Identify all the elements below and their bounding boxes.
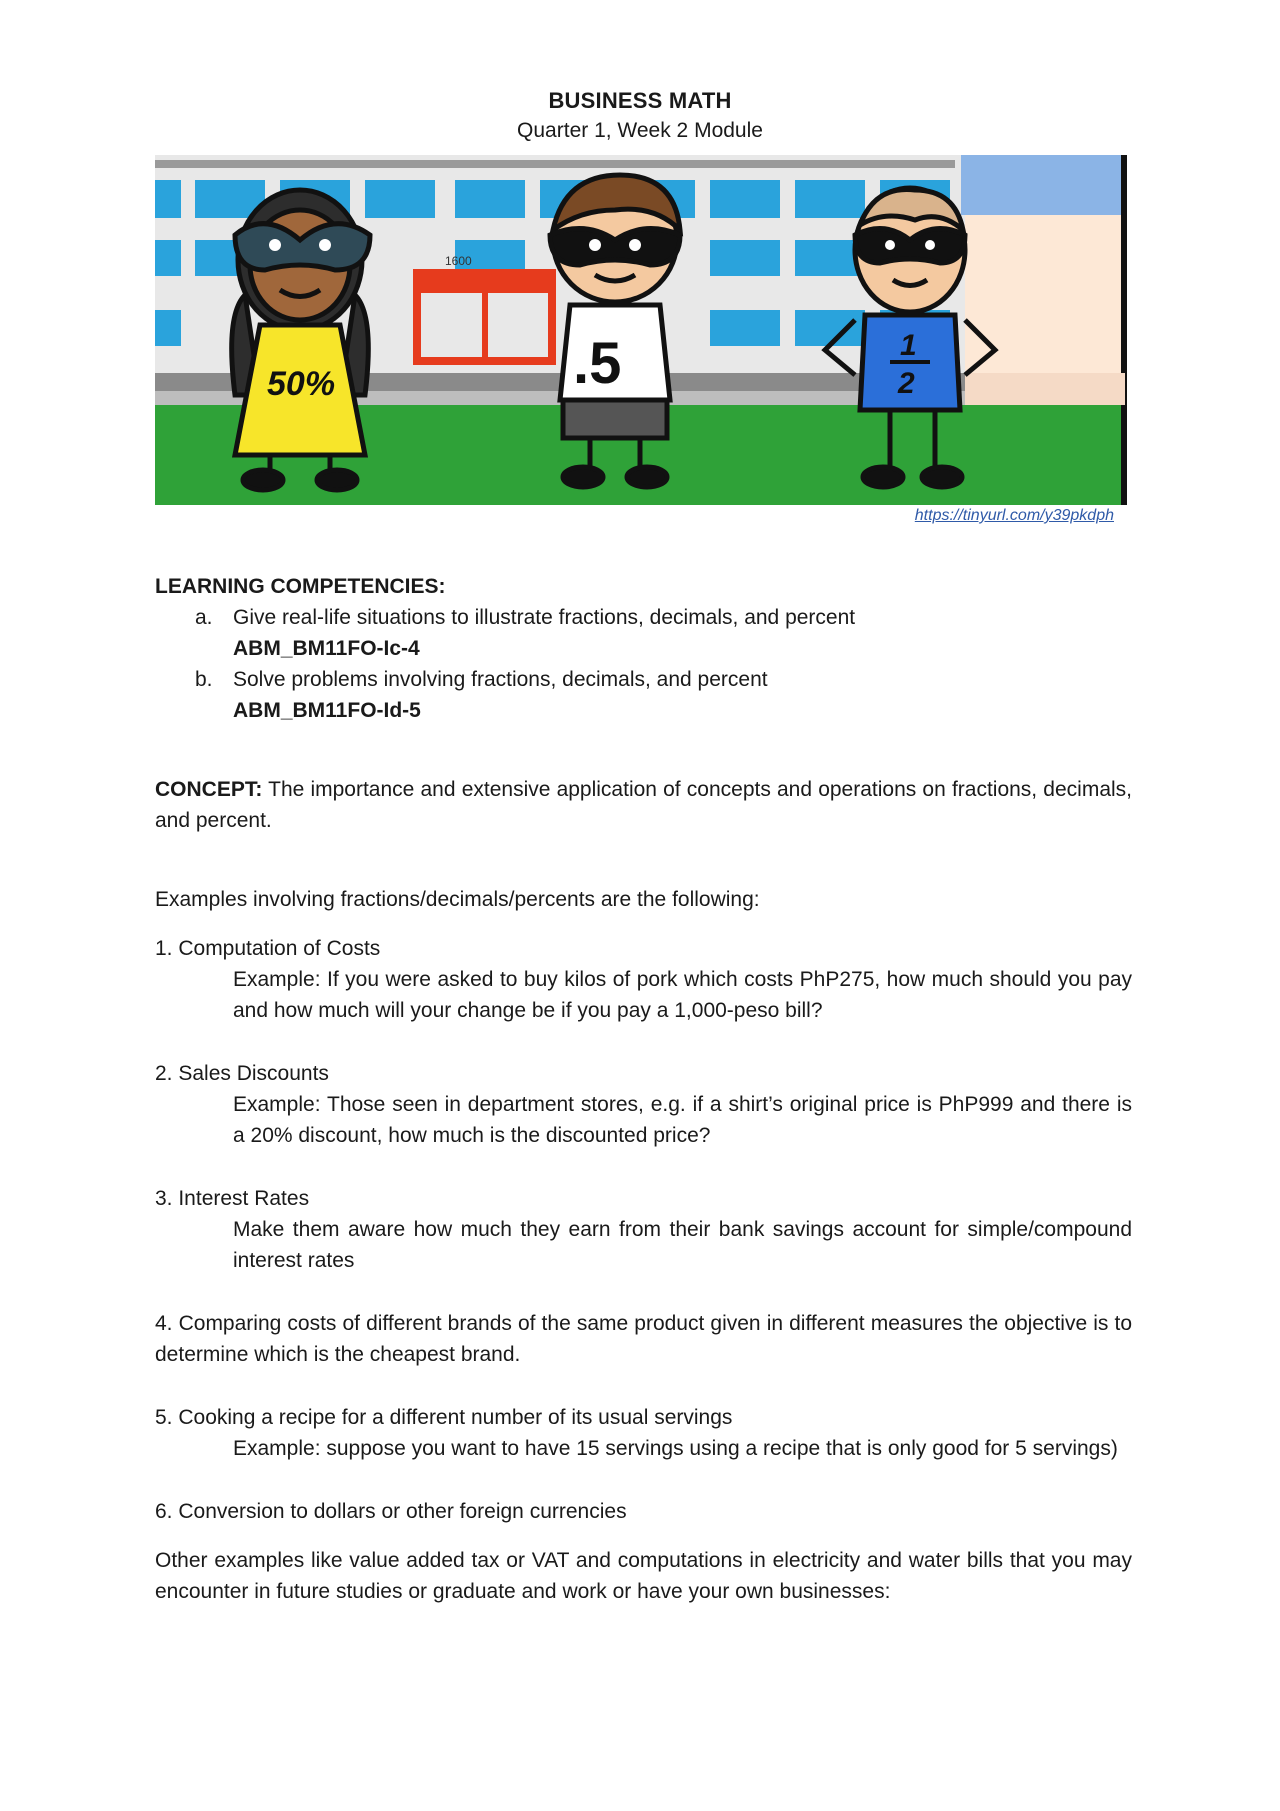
- concept-label: CONCEPT:: [155, 778, 263, 801]
- competency-a-text: Give real-life situations to illustrate fractions, decimals, and percent: [233, 606, 856, 629]
- percent-label: 50%: [267, 365, 336, 403]
- example-1-body: Example: If you were asked to buy kilos of pork which costs PhP275, how much should you pay and how much will your change be if you pay a 1,000-peso bill?: [233, 968, 1132, 1022]
- competency-b-text: Solve problems involving fractions, decimals, and percent: [233, 668, 768, 691]
- concept-paragraph: [155, 774, 1132, 836]
- fraction-denominator: 2: [898, 367, 915, 400]
- example-5-title: 5. Cooking a recipe for a different number of its usual servings: [155, 1406, 733, 1429]
- examples-intro: Examples involving fractions/decimals/percents are the following:: [155, 888, 760, 911]
- example-1-title: 1. Computation of Costs: [155, 937, 381, 960]
- image-source-link[interactable]: https://tinyurl.com/y39pkdph: [914, 507, 1114, 524]
- example-3-body: Make them aware how much they earn from their bank savings account for simple/compound interest rates: [233, 1218, 1132, 1272]
- closing-paragraph: Other examples like value added tax or VAT and computations in electricity and water bills that you may encounter in future studies or graduate and work or have your own businesses:: [155, 1549, 1132, 1603]
- competency-b-label: b.: [195, 668, 213, 691]
- competencies-heading: LEARNING COMPETENCIES:: [155, 575, 446, 598]
- fraction-numerator: 1: [900, 329, 917, 362]
- example-5-body: Example: suppose you want to have 15 servings using a recipe that is only good for 5 servings): [233, 1437, 1118, 1460]
- character-percent: [232, 190, 370, 490]
- decimal-label: .5: [573, 331, 622, 396]
- example-3-title: 3. Interest Rates: [155, 1187, 310, 1210]
- example-2-body: Example: Those seen in department stores, e.g. if a shirt’s original price is PhP999 and there is a 20% discount, how much is the discounted price?: [233, 1093, 1132, 1147]
- cartoon-illustration: [155, 155, 1127, 505]
- page-title: BUSINESS MATH: [548, 88, 732, 113]
- example-4: 4. Comparing costs of different brands of the same product given in different measures the objective is to determine which is the cheapest brand.: [155, 1312, 1132, 1366]
- example-6: 6. Conversion to dollars or other foreign currencies: [155, 1500, 627, 1523]
- example-2-title: 2. Sales Discounts: [155, 1062, 329, 1085]
- concept-text: The importance and extensive application of concepts and operations on fractions, decimals, and percent.: [155, 778, 1132, 832]
- competency-a-code: ABM_BM11FO-Ic-4: [233, 637, 420, 660]
- competency-b-code: ABM_BM11FO-Id-5: [233, 699, 421, 722]
- competency-a-label: a.: [195, 606, 213, 629]
- page-subtitle: Quarter 1, Week 2 Module: [517, 119, 763, 142]
- sign-number: 1600: [445, 254, 472, 268]
